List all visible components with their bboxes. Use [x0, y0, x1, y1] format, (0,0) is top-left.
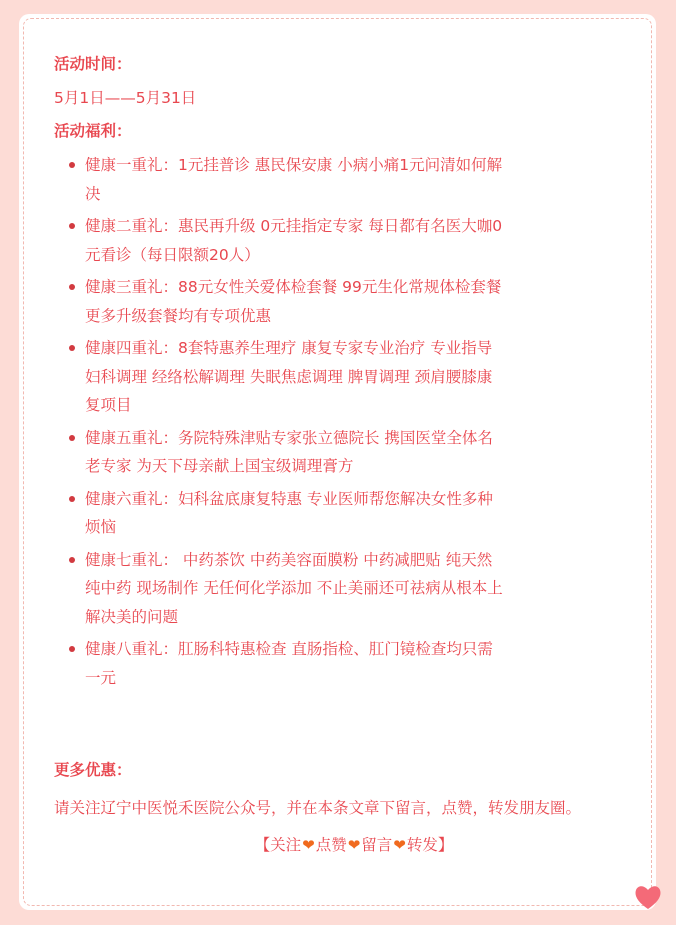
benefit-line: 一元	[85, 668, 117, 687]
benefit-line: 复项目	[85, 396, 132, 414]
benefit-line: 健康八重礼：肛肠科特惠检查 直肠指检、肛门镜检查均只需	[85, 640, 493, 658]
bullet-dot	[69, 345, 75, 351]
benefit-item	[54, 334, 594, 420]
benefit-item	[54, 546, 594, 632]
benefit-line: 烦恼	[85, 518, 117, 536]
bullet-dot	[69, 223, 75, 229]
benefit-item	[54, 151, 594, 208]
content-card	[19, 14, 656, 910]
benefit-item	[54, 273, 594, 330]
benefit-line: 妇科调理 经络松解调理 失眠焦虑调理 脾胃调理 颈肩腰膝康	[85, 367, 493, 386]
benefit-line: 解决美的问题	[85, 607, 179, 626]
benefit-line: 健康四重礼：8套特惠养生理疗 康复专家专业治疗 专业指导	[85, 339, 493, 357]
follow-label: 【关注	[254, 836, 302, 854]
bullet-dot	[69, 284, 75, 290]
benefit-line: 更多升级套餐均有专项优惠	[85, 306, 272, 325]
benefit-line: 健康三重礼：88元女性关爱体检套餐 99元生化常规体检套餐	[85, 278, 502, 296]
benefit-line: 决	[85, 184, 101, 203]
heart-icon: ❤	[302, 836, 315, 854]
benefit-item	[54, 635, 594, 692]
comment-label: 留言	[361, 836, 393, 854]
call-to-action-row	[54, 833, 654, 857]
activity-time-heading: 活动时间：	[54, 55, 132, 73]
heart-icon	[632, 880, 664, 912]
benefit-line: 元看诊（每日限额20人）	[85, 245, 260, 264]
share-label: 转发】	[406, 836, 454, 854]
benefit-line: 健康七重礼： 中药茶饮 中药美容面膜粉 中药减肥贴 纯天然	[85, 550, 493, 569]
bullet-dot	[69, 435, 75, 441]
benefits-list	[54, 151, 594, 696]
benefit-line: 健康二重礼：惠民再升级 0元挂指定专家 每日都有名医大咖0	[85, 217, 503, 235]
benefit-line: 健康六重礼：妇科盆底康复特惠 专业医师帮您解决女性多种	[85, 489, 493, 508]
benefit-line: 健康五重礼：务院特殊津贴专家张立德院长 携国医堂全体名	[85, 428, 493, 447]
benefit-line: 老专家 为天下母亲献上国宝级调理膏方	[85, 457, 354, 475]
bullet-dot	[69, 496, 75, 502]
bullet-dot	[69, 646, 75, 652]
bullet-dot	[69, 557, 75, 563]
more-offers-heading: 更多优惠：	[54, 761, 132, 779]
more-offers-text: 请关注辽宁中医悦禾医院公众号，并在本条文章下留言，点赞，转发朋友圈。	[54, 799, 582, 817]
benefits-heading: 活动福利：	[54, 122, 132, 140]
activity-time-value: 5月1日——5月31日	[54, 89, 197, 107]
like-label: 点赞	[315, 836, 347, 854]
heart-icon: ❤	[347, 836, 361, 854]
bullet-dot	[69, 162, 75, 168]
heart-icon: ❤	[393, 836, 406, 854]
benefit-item	[54, 212, 594, 269]
benefit-item	[54, 485, 594, 542]
benefit-line: 健康一重礼：1元挂普诊 惠民保安康 小病小痛1元问清如何解	[85, 156, 503, 174]
benefit-line: 纯中药 现场制作 无任何化学添加 不止美丽还可祛病从根本上	[85, 579, 503, 597]
benefit-item	[54, 424, 594, 481]
